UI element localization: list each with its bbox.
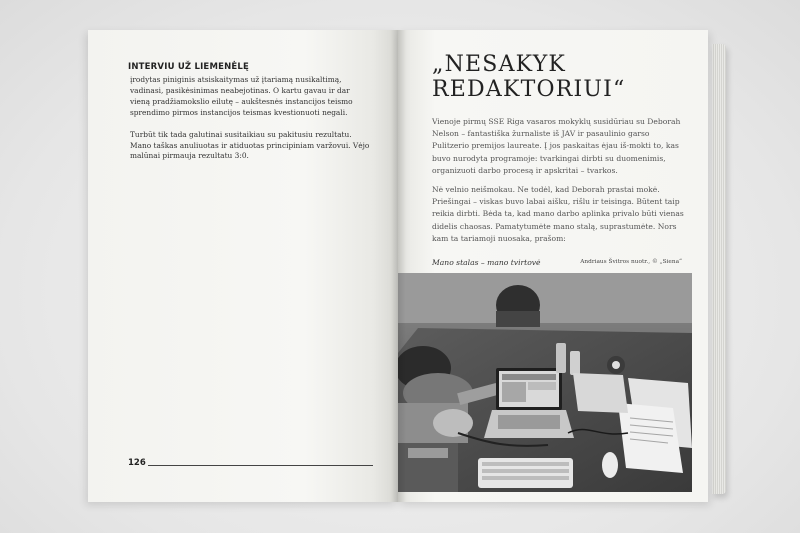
- left-paragraph-1: įrodytas piniginis atsiskaitymas už įtariamą nusikaltimą, vadinasi, pasikėsinimas neabejotinas. O kartu gavau ir dar vieną pradžiamokslio eilutę – aukštesnės instancijos teismo sprendimo pirmos instancijos teismas kvestionuoti negali.: [130, 75, 353, 117]
- photo-credit: Andriaus Švitros nuotr., © „Siena“: [580, 259, 682, 265]
- open-book: [88, 30, 716, 502]
- desk-photo: [398, 273, 692, 492]
- photo-caption: Mano stalas – mano tvirtovė: [432, 258, 541, 267]
- article-headline: [432, 52, 692, 102]
- right-paragraph-1: Vienoje pirmų SSE Riga vasaros mokyklų susidūriau su Deborah Nelson – fantastiška žurnaliste iš JAV ir pasaulinio garso Pulitzerio premijos laureate. Į jos paskaitas ėjau iš-mokti to, kas buvo nurodyta programoje: tvarkingai dirbti su duomenimis, organizuoti darbo procesą ir apskritai – tvarkos.: [432, 117, 681, 175]
- footer-rule: [148, 465, 373, 466]
- headline-line-1: „NESAKYK: [432, 52, 567, 77]
- headline-line-2: REDAKTORIUI“: [432, 77, 626, 102]
- page-block-edge: [712, 44, 726, 494]
- page-number: 126: [128, 458, 146, 468]
- left-paragraph-2: Turbūt tik tada galutinai susitaikiau su pakitusiu rezultatu. Mano taškas anuliuotas ir atiduotas principiniam varžovui. Vėjo malūnai pirmauja rezultatu 3:0.: [130, 129, 370, 161]
- right-page-body: [432, 116, 687, 252]
- running-head: INTERVIU UŽ LIEMENĖLĘ: [128, 62, 250, 72]
- right-page: [398, 30, 708, 502]
- right-paragraph-2: Nė velnio neišmokau. Ne todėl, kad Deborah prastai mokė. Priešingai – viskas buvo labai aišku, rišlu ir teisinga. Būtent taip reikia dirbti. Bėda ta, kad mano darbo aplinka privalo būti vienas didelis chaosas. Pamatytumėte mano stalą, suprastumėte. Nors kam ta tariamoji nuosaka, prašom:: [432, 185, 684, 243]
- desk-photo-illustration: [398, 273, 692, 492]
- left-page: [88, 30, 398, 502]
- left-page-body: [130, 75, 370, 173]
- spine-shadow: [390, 30, 406, 502]
